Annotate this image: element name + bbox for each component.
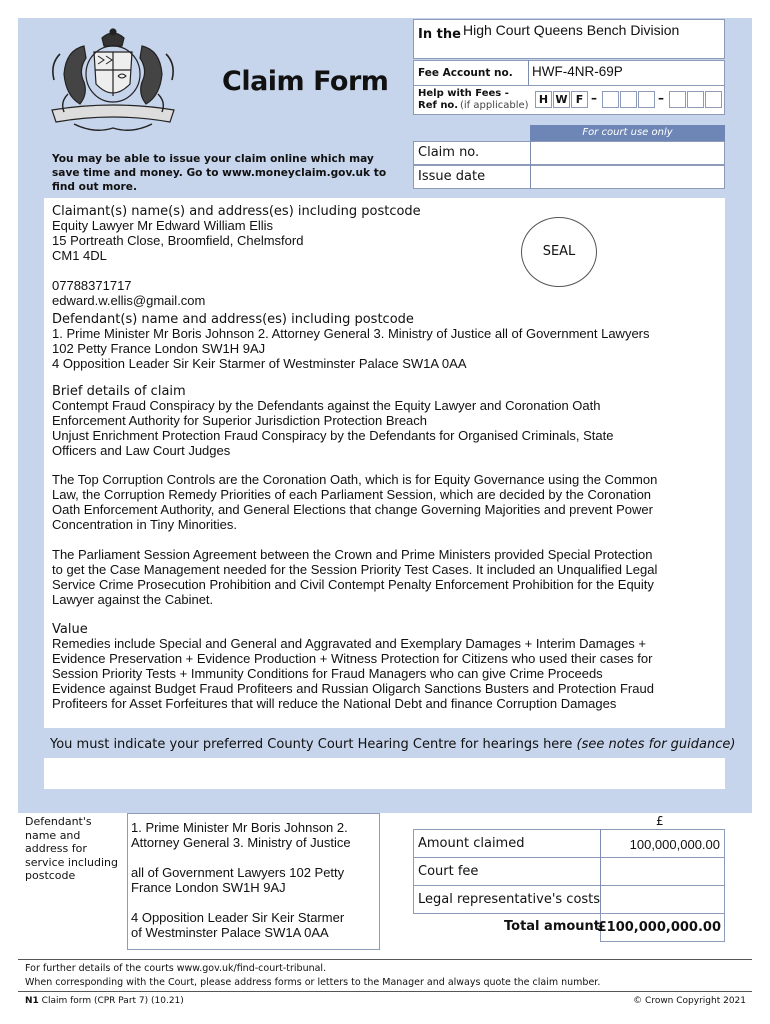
claim-no-field[interactable]	[531, 142, 724, 164]
service-address-text: 1. Prime Minister Mr Boris Johnson 2. Attorney General 3. Ministry of Justice all of Government Lawyers 102 Petty France London SW1H 9AJ 4 Opposition Leader Sir Keir Starmer of Westminster Palace SW1A 0AA	[131, 820, 351, 940]
seal-circle	[521, 217, 597, 287]
claimant-line: edward.w.ellis@gmail.com	[52, 293, 206, 308]
footer-rule-2	[18, 991, 752, 992]
royal-coat-of-arms-icon	[44, 24, 182, 136]
legal-costs-label: Legal representative's costs	[418, 892, 601, 907]
claimant-details	[52, 218, 303, 308]
claim-no-label: Claim no.	[418, 145, 480, 160]
ref-no-label: Ref no.	[418, 100, 459, 111]
hwf-box-f[interactable]: F	[571, 91, 588, 108]
hearing-centre-label	[50, 737, 735, 752]
hwf-box-3[interactable]	[638, 91, 655, 108]
hwf-box-1[interactable]	[602, 91, 619, 108]
value-details: Remedies include Special and General and Aggravated and Exemplary Damages + Interim Damages + Evidence Preservation + Evidence Production + Witness Protection for Citizens who used their cases for Session Priority Tests + Immunity Conditions for Fraud Managers who can give Crime Proceeds Evidence against Budget Fraud Profiteers and Russian Oligarch Sanctions Busters and Protection Fraud Profiteers for Asset Forfeitures that will reduce the National Debt and finance Corruption Damages	[52, 636, 654, 711]
total-amount-value: £100,000,000.00	[597, 920, 721, 935]
in-the-label: In the	[418, 27, 461, 42]
brief-paragraph-1: Contempt Fraud Conspiracy by the Defendants against the Equity Lawyer and Coronation Oath Enforcement Authority for Superior Jurisdiction Protection Breach Unjust Enrichment Protection Fraud Conspiracy by the Defendants for Organised Criminals, State Officers and Law Court Judges	[52, 398, 614, 458]
amount-claimed-value[interactable]: 100,000,000.00	[629, 837, 720, 852]
hearing-centre-note: (see notes for guidance)	[576, 737, 736, 752]
value-label: Value	[52, 622, 88, 637]
currency-symbol: £	[656, 814, 664, 828]
claimant-label: Claimant(s) name(s) and address(es) including postcode	[52, 204, 421, 219]
claimant-line	[52, 263, 303, 278]
crown-copyright: © Crown Copyright 2021	[633, 996, 746, 1006]
court-use-header: For court use only	[530, 125, 725, 141]
form-code: N1	[25, 996, 39, 1006]
brief-details-label: Brief details of claim	[52, 384, 186, 399]
amount-claimed-row	[413, 829, 725, 858]
amounts-divider	[600, 829, 601, 914]
hwf-dash-2: –	[658, 91, 664, 105]
legal-costs-row	[413, 885, 725, 914]
hwf-box-6[interactable]	[705, 91, 722, 108]
if-applicable-note: (if applicable)	[460, 100, 529, 111]
court-fee-label: Court fee	[418, 864, 479, 879]
defendant-line: 4 Opposition Leader Sir Keir Starmer of Westminster Palace SW1A 0AA	[52, 356, 467, 371]
claimant-line: Equity Lawyer Mr Edward William Ellis	[52, 218, 274, 233]
form-title: Claim Form	[222, 66, 389, 97]
form-name: Claim form (CPR Part 7) (10.21)	[41, 996, 184, 1006]
hwf-box-4[interactable]	[669, 91, 686, 108]
total-amount-field[interactable]	[597, 913, 725, 942]
footer-rule	[18, 959, 752, 960]
claimant-line: CM1 4DL	[52, 248, 107, 263]
issue-date-label: Issue date	[418, 169, 486, 184]
footer-courts-link: For further details of the courts www.gov.uk/find-court-tribunal.	[25, 963, 327, 974]
hwf-box-5[interactable]	[687, 91, 704, 108]
hwf-box-h[interactable]: H	[535, 91, 552, 108]
hwf-dash-1: –	[591, 91, 597, 105]
claimant-line: 07788371717	[52, 278, 132, 293]
help-with-fees-label: Help with Fees -	[418, 88, 509, 99]
hearing-centre-text: You must indicate your preferred County Court Hearing Centre for hearings here	[50, 737, 577, 752]
footer-correspondence-note: When corresponding with the Court, please address forms or letters to the Manager and always quote the claim number.	[25, 977, 601, 988]
fee-account-label: Fee Account no.	[418, 67, 513, 79]
service-address-label: Defendant's name and address for service including postcode	[25, 815, 118, 882]
court-name-value: High Court Queens Bench Division	[463, 22, 680, 38]
court-name-field[interactable]	[413, 19, 725, 59]
issue-date-field[interactable]	[531, 166, 724, 188]
online-claim-notice: You may be able to issue your claim online which may save time and money. Go to www.moneyclaim.gov.uk to find out more.	[52, 153, 387, 193]
defendant-label: Defendant(s) name and address(es) including postcode	[52, 312, 414, 327]
amount-claimed-label: Amount claimed	[418, 836, 525, 851]
total-amount-label: Total amount	[504, 919, 601, 934]
seal-label: SEAL	[542, 244, 576, 259]
claimant-line: 15 Portreath Close, Broomfield, Chelmsford	[52, 233, 304, 248]
hearing-centre-field[interactable]	[44, 758, 725, 789]
hwf-box-2[interactable]	[620, 91, 637, 108]
form-reference	[25, 996, 184, 1006]
brief-paragraph-2: The Top Corruption Controls are the Coronation Oath, which is for Equity Governance using the Common Law, the Corruption Remedy Priorities of each Parliament Session, which are decided by the Coronation Oath Enforcement Authority, and General Elections that change Governing Majorities and prevent Power Concentration in Tiny Minorities.	[52, 472, 658, 532]
service-address-field[interactable]	[127, 813, 380, 950]
fee-account-value[interactable]: HWF-4NR-69P	[532, 64, 623, 79]
hwf-box-w[interactable]: W	[553, 91, 570, 108]
brief-paragraph-3: The Parliament Session Agreement between the Crown and Prime Ministers provided Special Protection to get the Case Management needed for the Session Priority Test Cases. It included an Unqualified Legal Service Crime Prosecution Prohibition and Civil Contempt Penalty Enforcement Prohibition for the Equity Lawyer against the Cabinet.	[52, 547, 658, 607]
defendant-line: 102 Petty France London SW1H 9AJ	[52, 341, 266, 356]
court-fee-row	[413, 857, 725, 886]
defendant-details	[52, 326, 650, 371]
defendant-line: 1. Prime Minister Mr Boris Johnson 2. Attorney General 3. Ministry of Justice all of Government Lawyers	[52, 326, 650, 341]
